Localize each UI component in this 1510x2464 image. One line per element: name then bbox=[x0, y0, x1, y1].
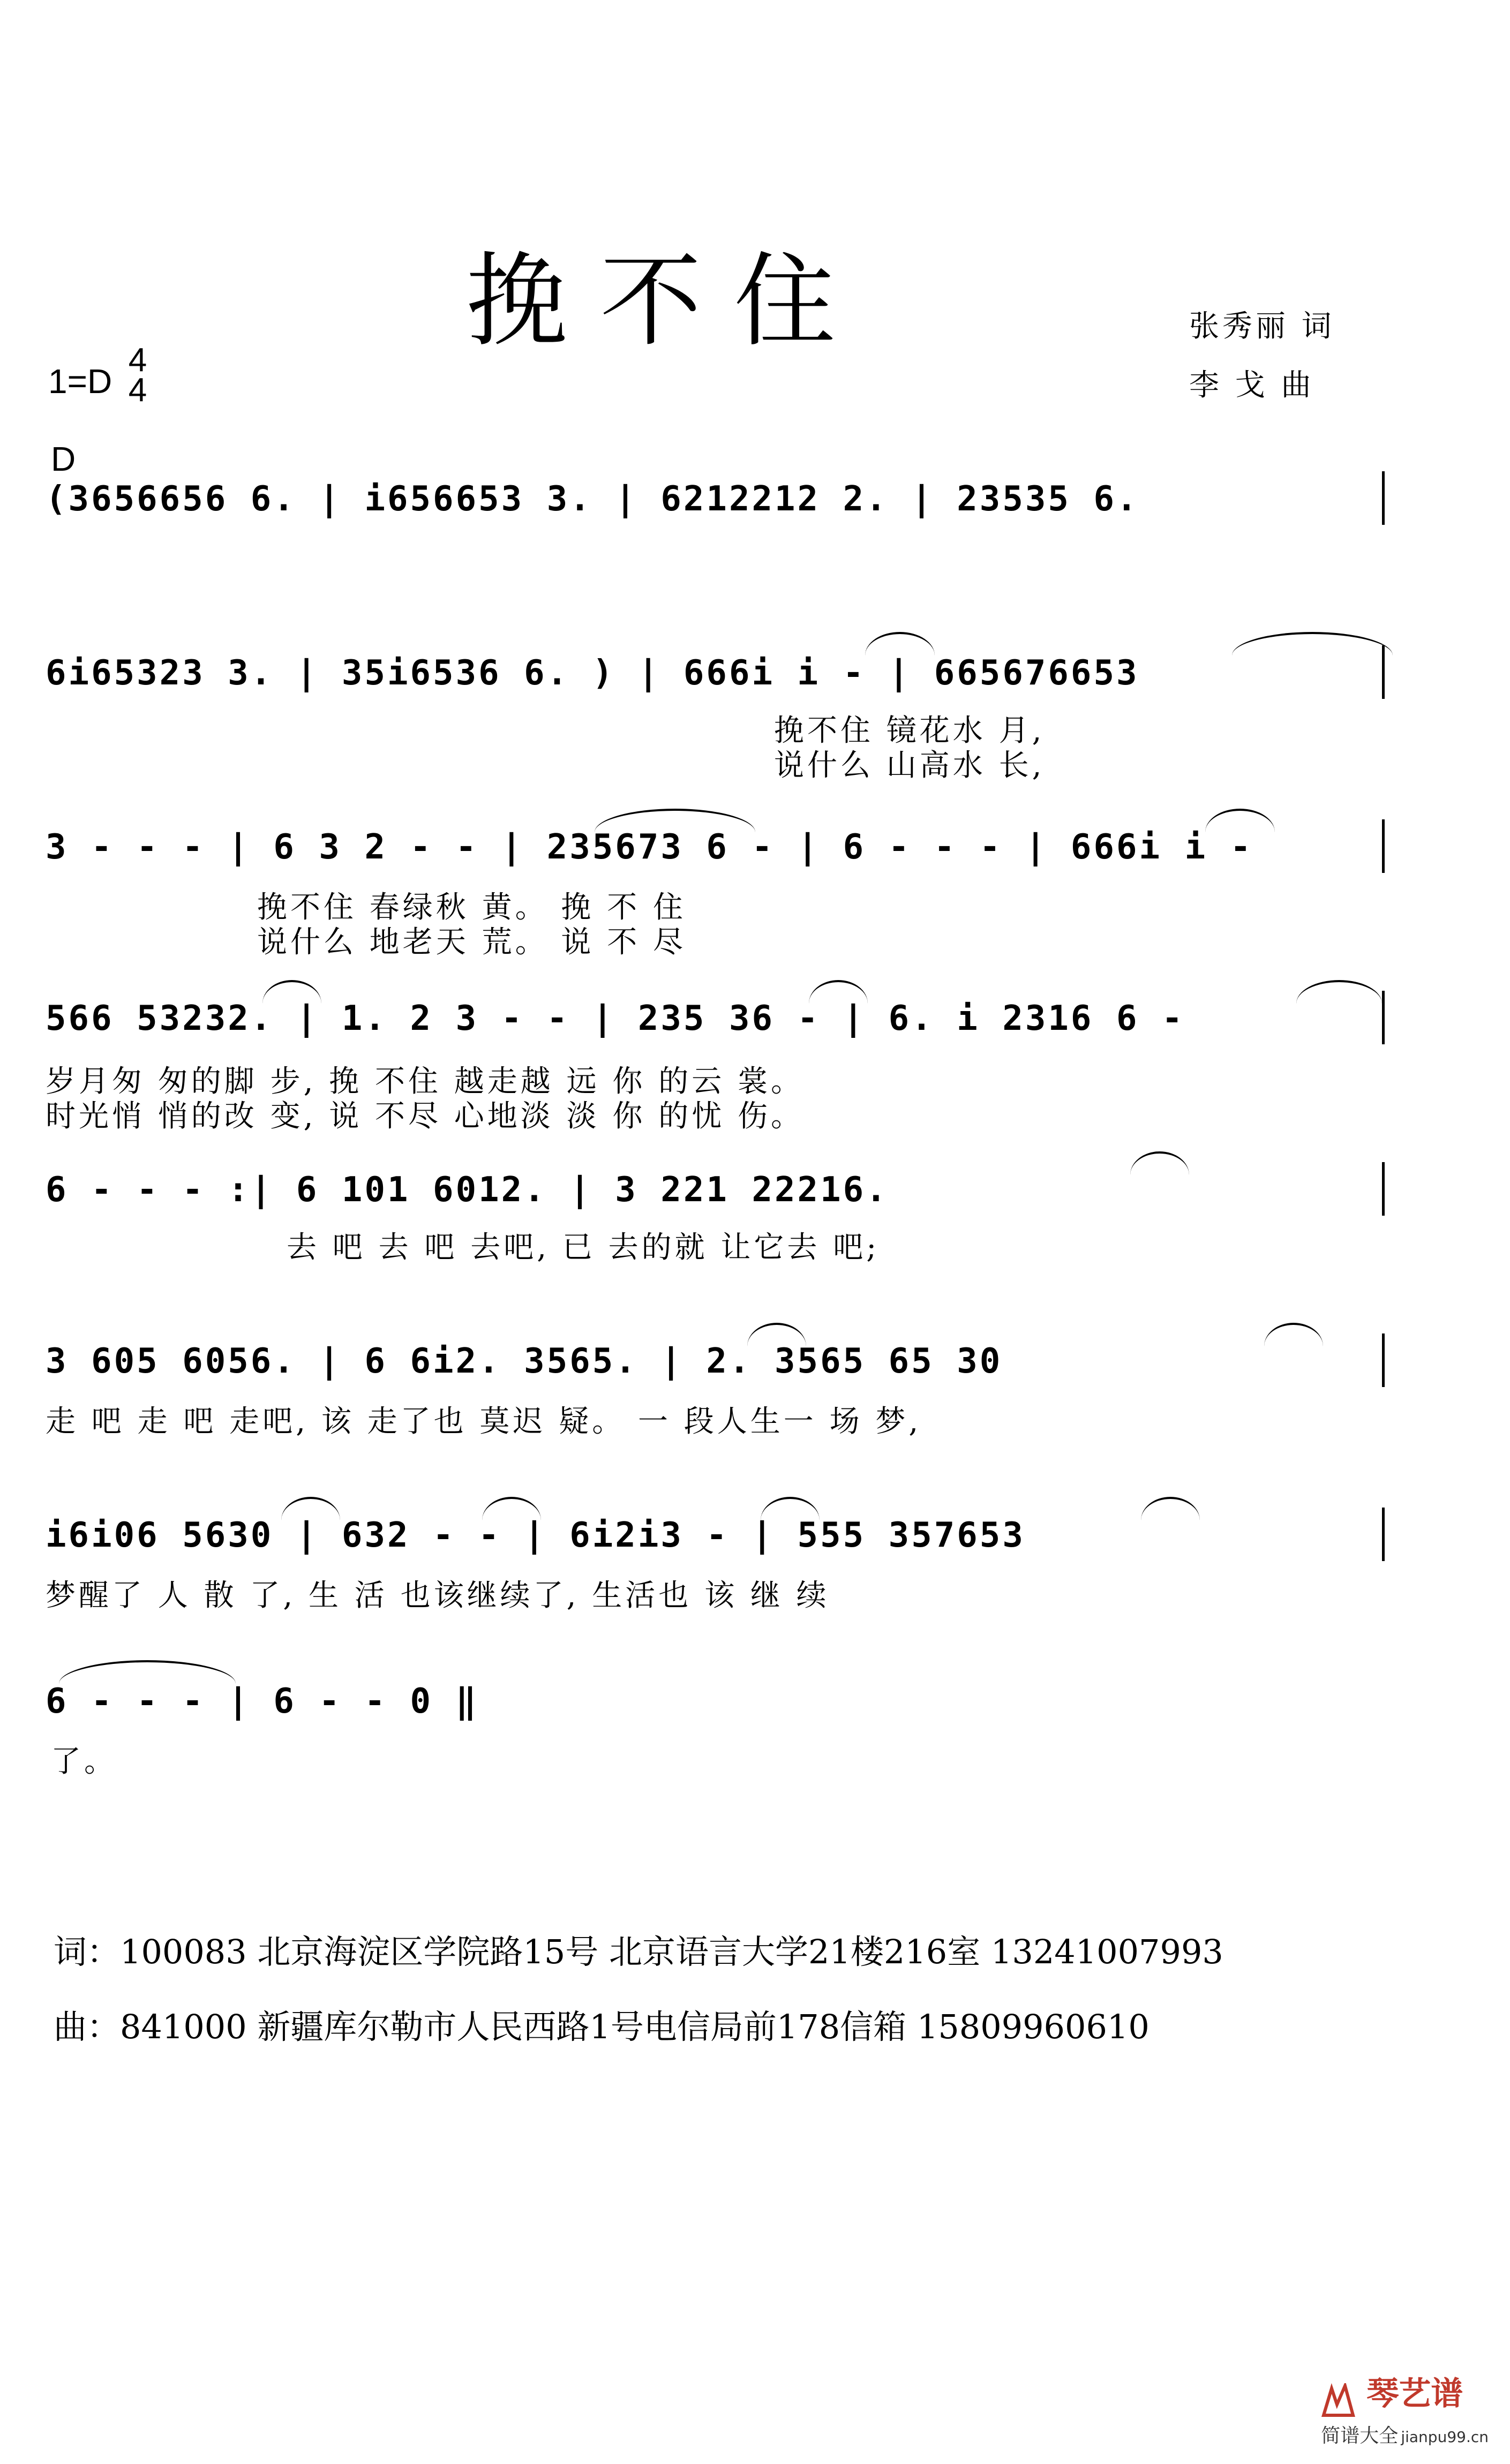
slur bbox=[262, 980, 321, 1004]
system-4-lyrics-verse-2: 时光悄 悄的改 变, 说 不尽 心地淡 淡 你 的忧 伤。 bbox=[46, 1099, 805, 1134]
system-4-barline bbox=[1382, 991, 1385, 1044]
composer-credit: 李 戈 曲 bbox=[1189, 368, 1314, 403]
system-1-barline bbox=[1382, 471, 1385, 525]
slur bbox=[761, 1497, 820, 1520]
slur bbox=[1264, 1323, 1323, 1346]
system-7-notes: i6i06 5630 | 632 - - | 6i2i3 - | 555 357653 bbox=[46, 1516, 1025, 1555]
system-3-notes: 3 - - - | 6 3 2 - - | 235673 6 - | 6 - - - | 666i i - bbox=[46, 827, 1253, 867]
system-6-barline bbox=[1382, 1333, 1385, 1387]
slur bbox=[1130, 1151, 1189, 1175]
slur bbox=[59, 1660, 236, 1684]
slur bbox=[595, 809, 755, 832]
system-3-lyrics-verse-1: 挽不住 春绿秋 黄。 挽 不 住 bbox=[257, 890, 687, 925]
slur bbox=[747, 1323, 806, 1346]
system-2-barline bbox=[1382, 645, 1385, 699]
system-5-barline bbox=[1382, 1162, 1385, 1216]
system-4-notes: 566 53232. | 1. 2 3 - - | 235 36 - | 6. i 2316 6 - bbox=[46, 999, 1185, 1038]
system-5-lyrics: 去 吧 去 吧 去吧, 已 去的就 让它去 吧; bbox=[287, 1230, 880, 1265]
system-8-lyrics: 了。 bbox=[51, 1744, 117, 1779]
slur bbox=[281, 1497, 340, 1520]
slur bbox=[482, 1497, 541, 1520]
watermark-logo bbox=[1321, 2368, 1489, 2448]
lyricist-address: 词：100083 北京海淀区学院路15号 北京语言大学21楼216室 13241007993 bbox=[54, 1932, 1223, 1971]
logo-brand: 琴艺谱 bbox=[1366, 2375, 1463, 2413]
system-3-barline bbox=[1382, 819, 1385, 873]
slur bbox=[865, 632, 935, 655]
system-3-lyrics-verse-2: 说什么 地老天 荒。 说 不 尽 bbox=[257, 925, 687, 960]
chord-symbol: D bbox=[51, 440, 76, 478]
system-8-notes: 6 - - - | 6 - - 0 ‖ bbox=[46, 1682, 479, 1721]
system-7-lyrics: 梦醒了 人 散 了, 生 活 也该继续了, 生活也 该 继 续 bbox=[46, 1578, 830, 1613]
time-signature-bottom: 4 bbox=[128, 372, 147, 409]
lyricist-credit: 张秀丽 词 bbox=[1189, 309, 1335, 344]
slur bbox=[1296, 980, 1382, 1004]
system-2-lyrics-verse-1: 挽不住 镜花水 月, bbox=[774, 713, 1045, 748]
composer-address: 曲：841000 新疆库尔勒市人民西路1号电信局前178信箱 15809960610 bbox=[54, 2007, 1150, 2046]
system-4-lyrics-verse-1: 岁月匆 匆的脚 步, 挽 不住 越走越 远 你 的云 裳。 bbox=[46, 1064, 805, 1099]
slur bbox=[1232, 632, 1393, 655]
time-signature bbox=[124, 342, 151, 409]
logo-url: jianpu99.cn bbox=[1401, 2428, 1489, 2446]
system-2-notes: 6i65323 3. | 35i6536 6. ) | 666i i - | 665676653 bbox=[46, 653, 1139, 693]
logo-subtitle: 简谱大全 bbox=[1321, 2425, 1399, 2447]
slur bbox=[1141, 1497, 1200, 1520]
slur bbox=[1205, 809, 1275, 832]
time-signature-top: 4 bbox=[128, 342, 147, 379]
system-7-barline bbox=[1382, 1508, 1385, 1561]
key-signature: 1=D bbox=[48, 362, 112, 401]
logo-mark-icon bbox=[1321, 2383, 1364, 2421]
system-5-notes: 6 - - - :| 6 101 6012. | 3 221 22216. bbox=[46, 1170, 889, 1210]
system-6-lyrics: 走 吧 走 吧 走吧, 该 走了也 莫迟 疑。 一 段人生一 场 梦, bbox=[46, 1404, 922, 1439]
system-2-lyrics-verse-2: 说什么 山高水 长, bbox=[774, 748, 1045, 783]
song-title: 挽不住 bbox=[466, 242, 868, 360]
system-6-notes: 3 605 6056. | 6 6i2. 3565. | 2. 3565 65 30 bbox=[46, 1342, 1003, 1381]
system-1-notes: (3656656 6. | i656653 3. | 6212212 2. | 23535 6. bbox=[46, 479, 1139, 519]
slur bbox=[809, 980, 868, 1004]
